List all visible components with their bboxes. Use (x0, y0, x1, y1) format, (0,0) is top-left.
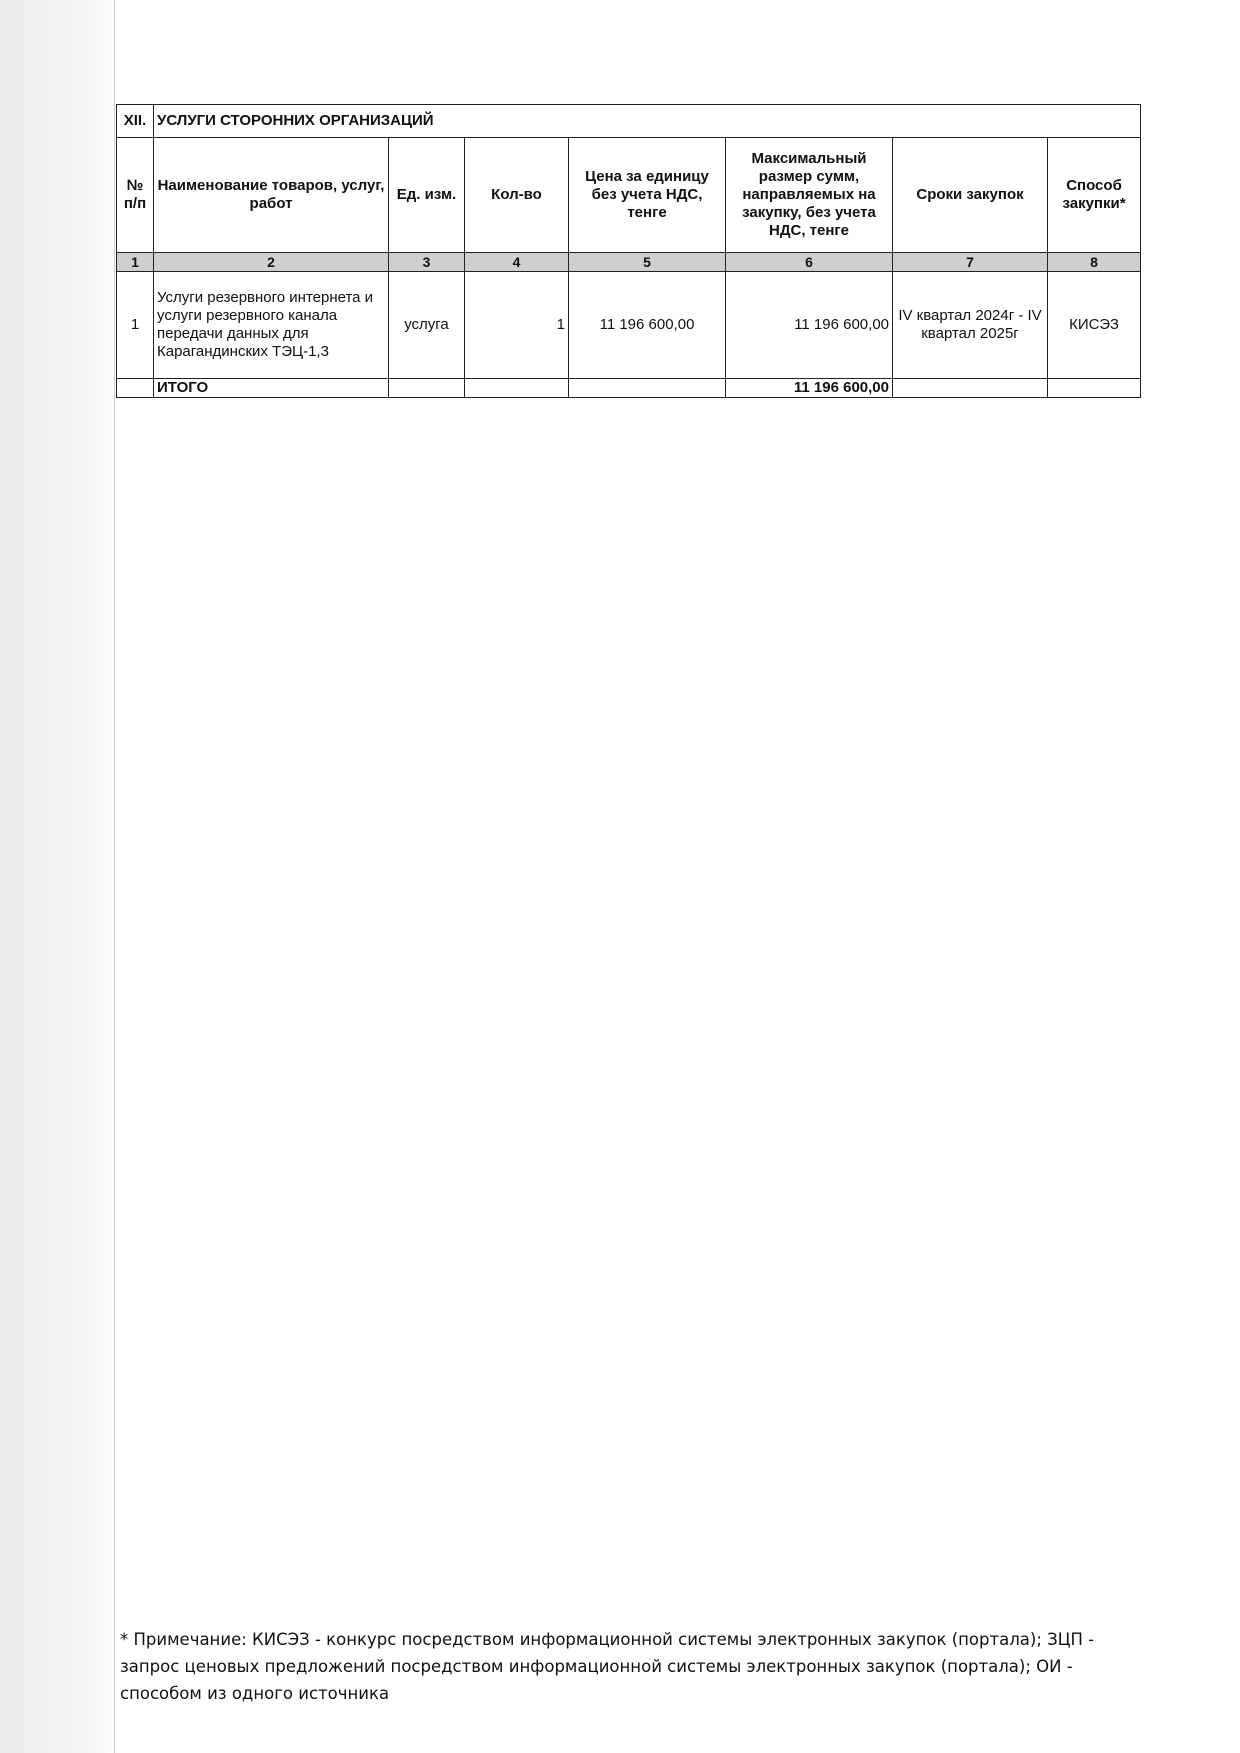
row-period: IV квартал 2024г - IV квартал 2025г (893, 272, 1048, 379)
total-label: ИТОГО (154, 379, 389, 398)
column-index: 2 (154, 253, 389, 272)
procurement-table (116, 104, 1141, 398)
column-index: 5 (569, 253, 726, 272)
column-index-row (117, 253, 1141, 272)
total-empty (893, 379, 1048, 398)
header-row (117, 138, 1141, 253)
column-index: 6 (726, 253, 893, 272)
header-period: Сроки закупок (893, 138, 1048, 253)
page-shadow (0, 0, 116, 1753)
header-method: Способ закупки* (1048, 138, 1141, 253)
row-method: КИСЭЗ (1048, 272, 1141, 379)
column-index: 8 (1048, 253, 1141, 272)
column-index: 1 (117, 253, 154, 272)
page-edge (114, 0, 115, 1753)
header-qty: Кол-во (465, 138, 569, 253)
header-name: Наименование товаров, услуг, работ (154, 138, 389, 253)
header-price: Цена за единицу без учета НДС, тенге (569, 138, 726, 253)
column-index: 4 (465, 253, 569, 272)
column-index: 7 (893, 253, 1048, 272)
total-max-sum: 11 196 600,00 (726, 379, 893, 398)
total-empty (389, 379, 465, 398)
footnote: * Примечание: КИСЭЗ - конкурс посредством информационной системы электронных закупок (портала); ЗЦП - запрос ценовых предложений посредством информационной системы электронных закупок (портала); ОИ - способом из одного источника (120, 1630, 1095, 1704)
header-max-sum: Максимальный размер сумм, направляемых на закупку, без учета НДС, тенге (726, 138, 893, 253)
row-max-sum: 11 196 600,00 (726, 272, 893, 379)
total-empty (1048, 379, 1141, 398)
row-qty: 1 (465, 272, 569, 379)
total-empty (117, 379, 154, 398)
table-row (117, 272, 1141, 379)
row-price: 11 196 600,00 (569, 272, 726, 379)
header-unit: Ед. изм. (389, 138, 465, 253)
header-num: № п/п (117, 138, 154, 253)
total-row (117, 379, 1141, 398)
row-num: 1 (117, 272, 154, 379)
section-number: XII. (117, 105, 154, 138)
total-empty (465, 379, 569, 398)
total-empty (569, 379, 726, 398)
row-unit: услуга (389, 272, 465, 379)
section-row (117, 105, 1141, 138)
section-title: УСЛУГИ СТОРОННИХ ОРГАНИЗАЦИЙ (154, 105, 1141, 138)
row-name: Услуги резервного интернета и услуги резервного канала передачи данных для Карагандинских ТЭЦ-1,3 (154, 272, 389, 379)
column-index: 3 (389, 253, 465, 272)
